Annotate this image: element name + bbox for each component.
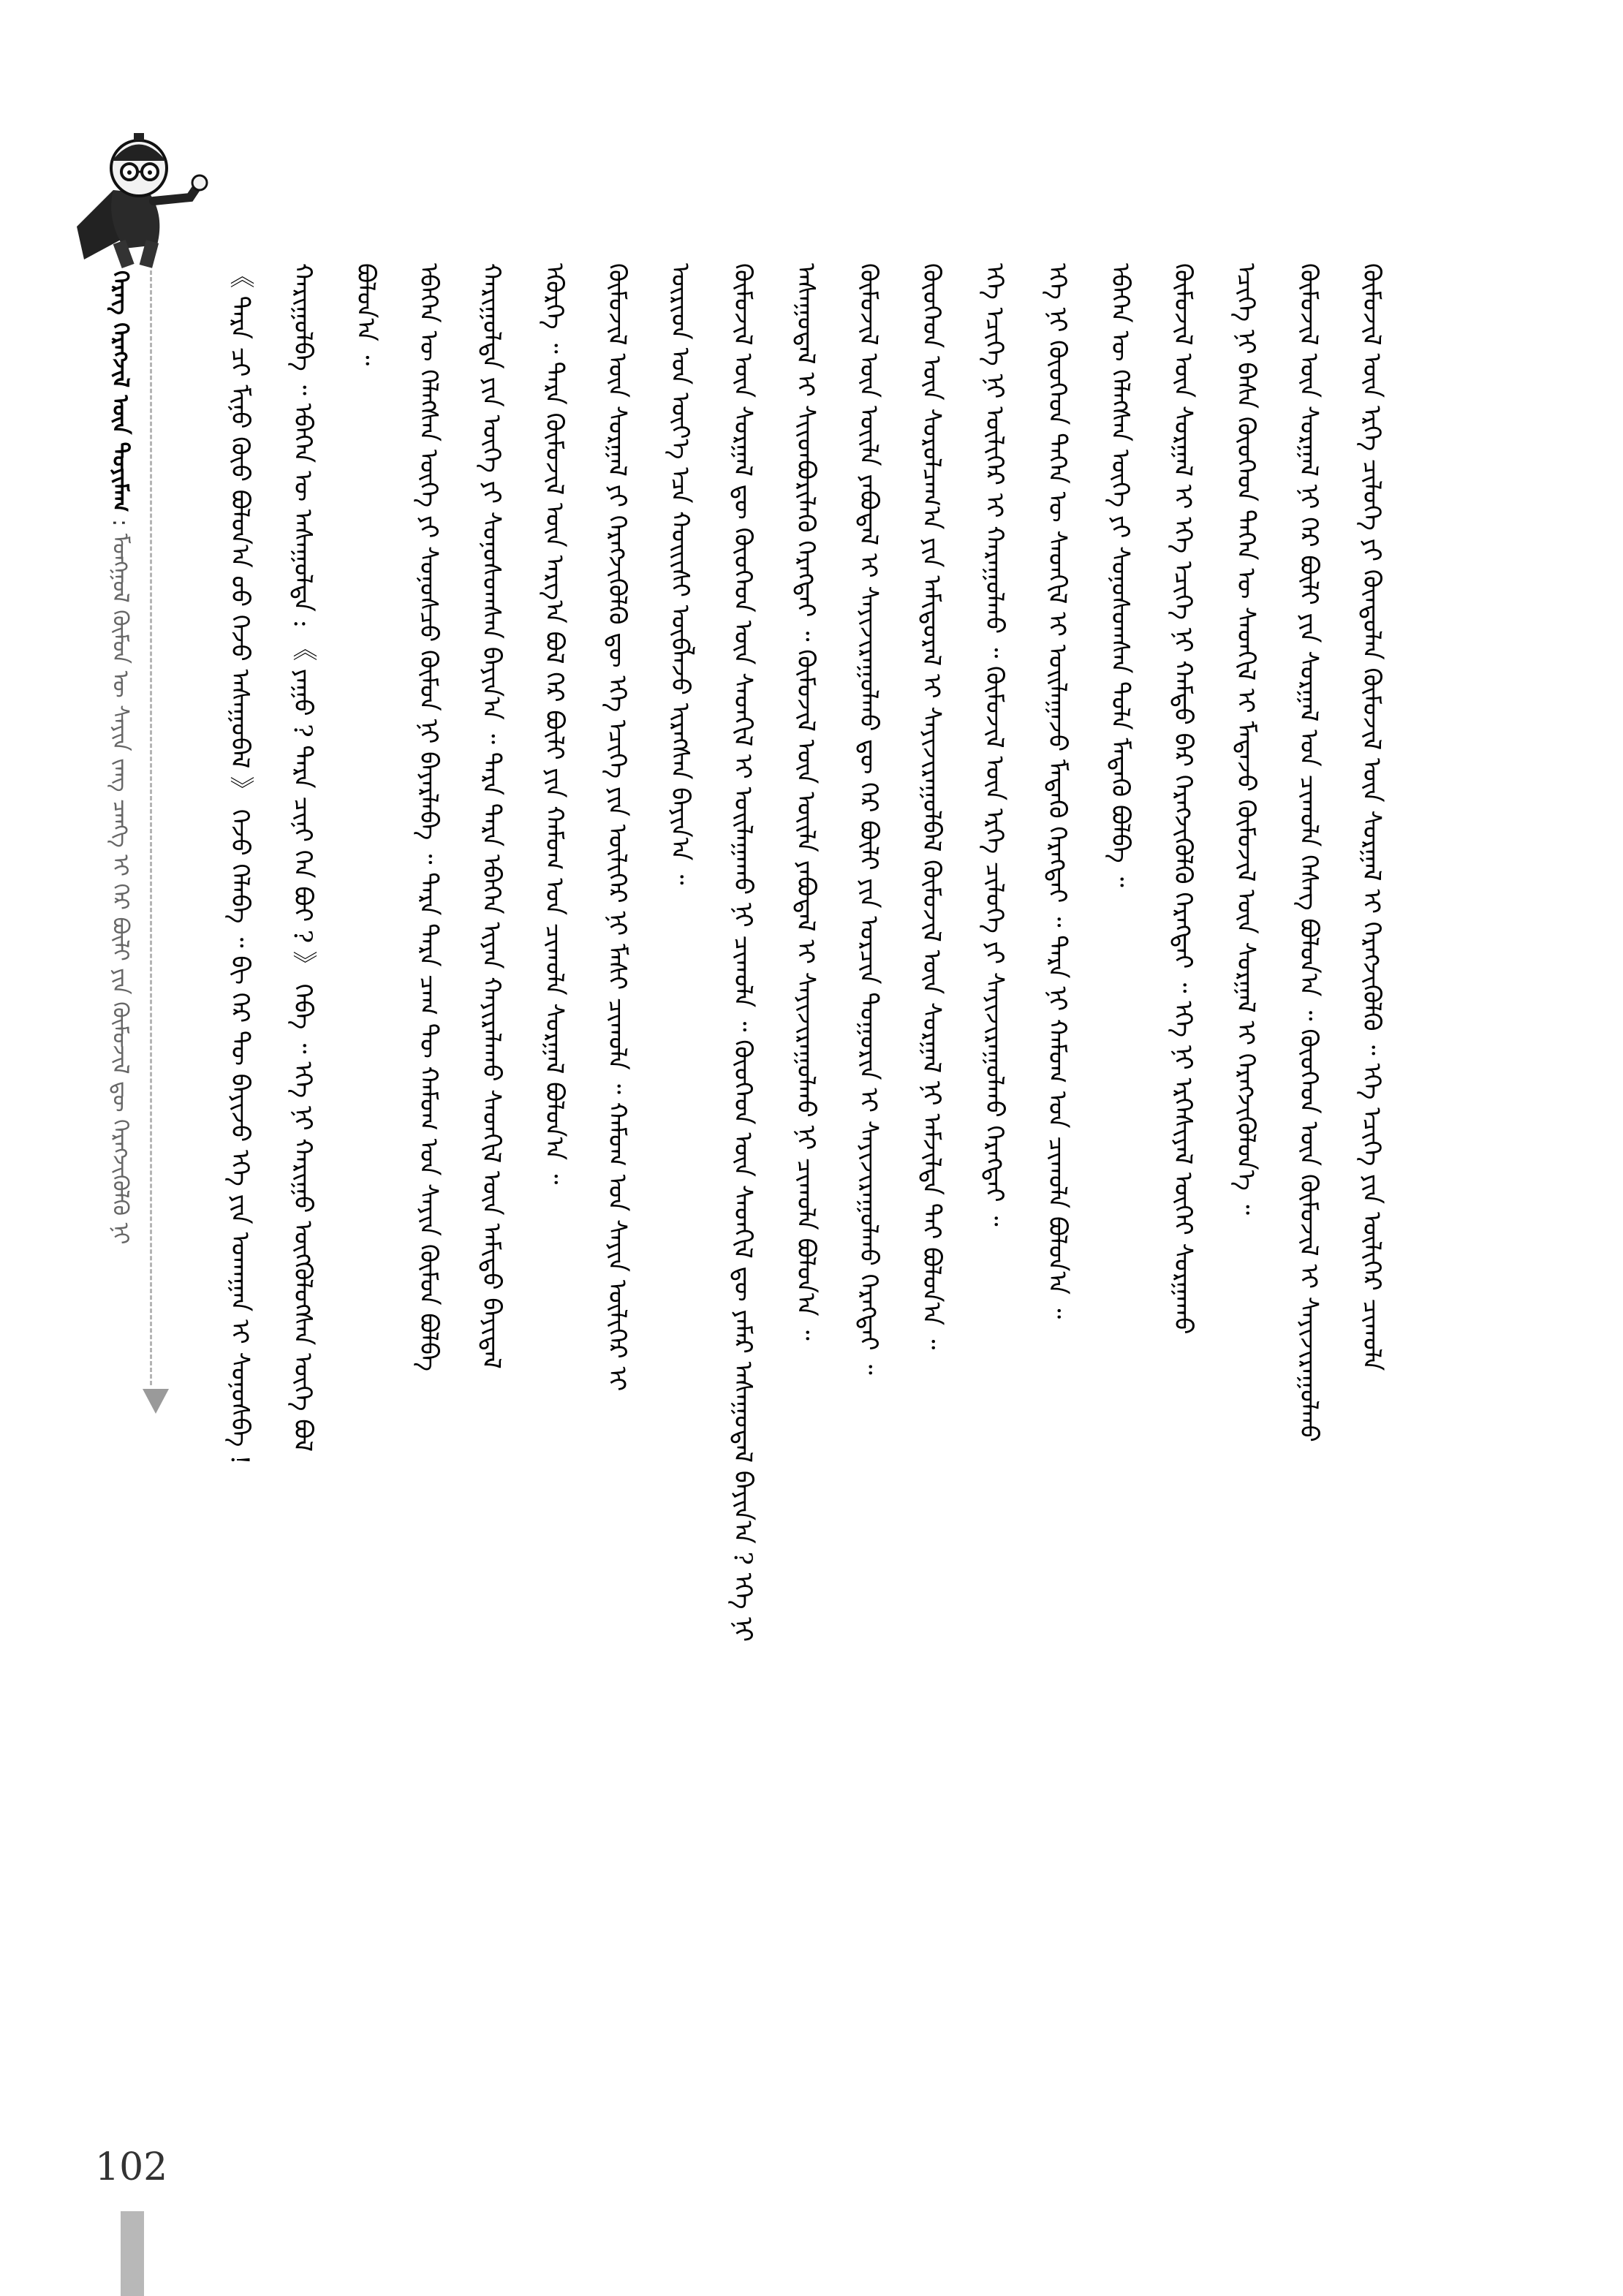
text-column: ᠬᠦᠮᠦᠵᠢᠯ ᠦᠨ ᠦᠢᠯᠡ ᠶᠠᠪᠤᠳᠠᠯ ᠢ ᠰᠠᠶᠢᠵᠢᠷᠠᠭᠤᠯᠬᠤ ᠳᠦ ᠭᠡᠷ ᠪᠦᠯᠢ ᠶᠢᠨ ᠣᠷᠴᠢᠨ ᠲᠣᠭᠣᠷᠢᠨ ᠢ ᠰᠠᠶᠢᠵᠢᠷᠠᠭᠤᠯᠬᠤ ᠬᠡᠷᠡᠭᠲᠡᠢ ᠃ [854,263,883,1375]
running-title-bold: ᠬᠡᠷᠡᠭ ᠬᠡᠷᠡᠭᠵᠢᠯ ᠦᠨ ᠲᠣᠶᠢᠮᠠᠭ [107,270,133,512]
text-column: ᠡᠬᠡ ᠡᠴᠢᠭᠡ ᠨᠢ ᠦᠯᠢᠭᠡᠷ ᠢ ᠬᠠᠷᠠᠭᠤᠯᠬᠤ ᠃ ᠬᠦᠮᠦᠵᠢᠯ ᠦᠨ ᠡᠷᠬᠡ ᠴᠢᠯᠦᠭᠡ ᠶᠢ ᠰᠠᠶᠢᠵᠢᠷᠠᠭᠤᠯᠬᠤ ᠬᠡᠷᠡᠭᠲᠡᠢ ᠃ [980,263,1009,1227]
text-column: ᠦᠷᠢᠳ ᠤᠨ ᠦᠶ᠎ᠡ ᠡᠴᠡ ᠬᠣᠢᠢᠰᠢ ᠥᠪᠯᠡᠵᠦ ᠢᠷᠡᠭᠰᠡᠨ ᠪᠠᠶᠢᠨ᠎ᠠ ᠃ [665,263,695,885]
text-column: ᠡᠪᠡᠭᠡᠨ ᠦ ᠬᠡᠯᠡᠭᠰᠡᠨ ᠦᠭᠡ ᠶᠢ ᠰᠣᠨᠣᠰᠴᠤ ᠬᠦᠮᠦᠨ ᠨᠢ ᠪᠠᠶᠠᠷᠯᠠᠪᠠ ᠃ ᠲᠡᠷᠡ ᠲᠡᠷᠡ ᠴᠠᠭ ᠲᠦ ᠬᠠᠮᠤᠭ ᠤᠨ ᠰᠠᠶᠢᠨ ᠬᠦᠮᠦᠨ ᠪᠣᠯᠪᠠ [414,263,443,1372]
text-column: ᠡᠭᠦᠷᠭᠡ ᠃ ᠲᠡᠷᠡ ᠬᠦᠮᠦᠵᠢᠯ ᠦᠨ ᠠᠷᠭ᠎ᠠ ᠪᠣᠯ ᠭᠡᠷ ᠪᠦᠯᠢ ᠶᠢᠨ ᠬᠠᠮᠤᠭ ᠤᠨ ᠴᠢᠬᠤᠯᠠ ᠰᠤᠷᠭᠠᠯ ᠪᠣᠯᠤᠨ᠎ᠠ ᠃ [540,263,569,1185]
text-column: ᠬᠦᠮᠦᠵᠢᠯ ᠦᠨ ᠰᠤᠷᠭᠠᠯ ᠶᠢ ᠬᠡᠷᠡᠭᠵᠢᠭᠦᠯᠬᠦ ᠳᠦ ᠡᠬᠡ ᠡᠴᠢᠭᠡ ᠶᠢᠨ ᠦᠯᠢᠭᠡᠷ ᠨᠢ ᠮᠠᠰᠢ ᠴᠢᠬᠤᠯᠠ ᠃ ᠬᠠᠮᠤᠭ ᠤᠨ ᠰᠠᠶᠢᠨ ᠦᠯᠢᠭᠡᠷ ᠢ [602,263,632,1392]
text-column: ᠡᠬᠡ ᠨᠢ ᠬᠦᠦᠬᠡᠳ ᠲᠡᠭᠡᠨ ᠦ ᠰᠡᠳᠬᠢᠯ ᠢ ᠣᠢᠯᠠᠭᠠᠵᠤ ᠮᠡᠳᠡᠬᠦ ᠬᠡᠷᠡᠭᠲᠡᠢ ᠃ ᠲᠡᠷᠡ ᠨᠢ ᠬᠠᠮᠤᠭ ᠤᠨ ᠴᠢᠬᠤᠯᠠ ᠪᠣᠯᠤᠨ᠎ᠠ ᠃ [1043,263,1072,1319]
text-column: ᠠᠰᠠᠭᠤᠳᠠᠯ ᠢ ᠰᠢᠢᠳᠪᠦᠷᠢᠯᠡᠬᠦ ᠬᠡᠷᠡᠭᠲᠡᠢ ᠃ ᠬᠦᠮᠦᠵᠢᠯ ᠦᠨ ᠦᠢᠯᠡ ᠶᠠᠪᠤᠳᠠᠯ ᠢ ᠰᠠᠶᠢᠵᠢᠷᠠᠭᠤᠯᠬᠤ ᠨᠢ ᠴᠢᠬᠤᠯᠠ ᠪᠣᠯᠤᠨ᠎ᠠ ᠃ [791,263,820,1341]
text-column: ᠪᠣᠯᠤᠨ᠎ᠠ ᠃ [351,263,380,366]
text-column: ᠡᠴᠢᠭᠡ ᠨᠢ ᠪᠠᠰᠠ ᠬᠦᠦᠬᠡᠳ ᠲᠡᠭᠡᠨ ᠦ ᠰᠡᠳᠬᠢᠯ ᠢ ᠮᠡᠳᠡᠵᠦ ᠬᠦᠮᠦᠵᠢᠯ ᠦᠨ ᠰᠤᠷᠭᠠᠯ ᠢ ᠬᠡᠷᠡᠭᠵᠢᠭᠦᠯᠦᠨ᠎ᠡ ᠃ [1231,263,1260,1215]
thumb-tab [121,2211,144,2296]
running-title: ᠬᠡᠷᠡᠭ ᠬᠡᠷᠡᠭᠵᠢᠯ ᠦᠨ ᠲᠣᠶᠢᠮᠠᠭ : ᠮᠣᠩᠭᠣᠯ ᠬᠦᠮᠦᠨ ᠦ ᠰᠠᠶᠢᠨ ᠵᠠᠩ ᠴᠠᠩᠭ ᠢ ᠭᠡᠷ ᠪᠦᠯᠢ ᠶᠢᠨ ᠬᠦᠮᠦᠵᠢᠯ ᠳᠦ ᠬᠡᠷᠡᠭᠵᠢᠭᠦᠯᠬᠦ ᠨᠢ [107,270,133,1245]
text-column: ᠡᠪᠡᠭᠡᠨ ᠦ ᠬᠡᠯᠡᠭᠰᠡᠨ ᠦᠭᠡ ᠶᠢ ᠰᠣᠨᠣᠰᠤᠭᠰᠠᠨ ᠲᠣᠯᠠ ᠮᠡᠳᠡᠬᠦ ᠪᠣᠯᠪᠠ ᠃ [1105,263,1135,887]
text-column: ᠬᠦᠮᠦᠵᠢᠯ ᠦᠨ ᠡᠷᠬᠡ ᠴᠢᠯᠦᠭᠡ ᠶᠢ ᠬᠦᠨᠳᠦᠯᠡᠨ ᠬᠦᠮᠦᠵᠢᠯ ᠦᠨ ᠰᠤᠷᠭᠠᠯ ᠢ ᠬᠡᠷᠡᠭᠵᠢᠭᠦᠯᠬᠦ ᠃ ᠡᠬᠡ ᠡᠴᠢᠭᠡ ᠶᠢᠨ ᠦᠯᠢᠭᠡᠷ ᠴᠢᠬᠤᠯᠠ [1357,263,1386,1371]
page-number: 102 [95,2145,168,2189]
mascot-boy-illustration [62,132,223,278]
text-column: ᠬᠦᠦᠬᠡᠳ ᠦᠨ ᠰᠤᠷᠤᠯᠴᠠᠭ᠎ᠠ ᠶᠢᠨ ᠠᠮᠢᠳᠤᠷᠠᠯ ᠢ ᠰᠠᠶᠢᠵᠢᠷᠠᠭᠤᠯᠪᠠᠯ ᠬᠦᠮᠦᠵᠢᠯ ᠦᠨ ᠰᠤᠷᠭᠠᠯ ᠨᠢ ᠠᠮᠵᠢᠯᠲᠠ ᠲᠠᠢ ᠪᠣᠯᠤᠨ᠎ᠠ ᠃ [917,263,946,1350]
text-column: ᠬᠦᠮᠦᠵᠢᠯ ᠦᠨ ᠰᠤᠷᠭᠠᠯ ᠳᠦ ᠬᠦᠦᠬᠡᠳ ᠦᠨ ᠰᠡᠳᠬᠢᠯ ᠢ ᠣᠢᠯᠠᠭᠠᠬᠤ ᠨᠢ ᠴᠢᠬᠤᠯᠠ ᠃ ᠬᠦᠦᠬᠡᠳ ᠦᠨ ᠰᠡᠳᠬᠢᠯ ᠳᠦ ᠶᠠᠮᠠᠷ ᠠᠰᠠᠭᠤᠳᠠᠯ ᠪᠠᠶᠢᠨ᠎ᠠ ? ᠡᠬᠡ ᠨᠢ [728,263,757,1643]
text-column: ᠬᠦᠮᠦᠵᠢᠯ ᠦᠨ ᠰᠤᠷᠭᠠᠯ ᠢ ᠡᠬᠡ ᠡᠴᠢᠭᠡ ᠨᠢ ᠬᠠᠮᠲᠤ ᠪᠡᠷ ᠬᠡᠷᠡᠭᠵᠢᠭᠦᠯᠬᠦ ᠬᠡᠷᠡᠭᠲᠡᠢ ᠃ ᠡᠬᠡ ᠨᠢ ᠡᠷᠬᠡᠰᠢᠶᠡᠯ ᠦᠭᠡᠢ ᠰᠤᠷᠭᠠᠬᠤ [1168,263,1198,1335]
text-column: ᠬᠠᠷᠢᠭᠤᠯᠪᠠ ᠃ ᠡᠪᠡᠭᠡᠨ ᠦ ᠠᠰᠠᠭᠤᠯᠳᠠ : 《 ᠶᠠᠭᠤ ? ᠲᠡᠷᠡ ᠴᠢᠨᠢ ᠬᠡᠨ ᠪᠤᠢ ? 》 ᠭᠡᠪᠡ ᠃ ᠡᠬᠡ ᠨᠢ ᠬᠠᠷᠢᠭᠤ ᠥᠭᠭᠦᠯᠦᠭᠰᠡᠨ ᠦᠭᠡ ᠪᠤᠯ [288,263,317,1452]
running-title-rest: ᠮᠣᠩᠭᠣᠯ ᠬᠦᠮᠦᠨ ᠦ ᠰᠠᠶᠢᠨ ᠵᠠᠩ ᠴᠠᠩᠭ ᠢ ᠭᠡᠷ ᠪᠦᠯᠢ ᠶᠢᠨ ᠬᠦᠮᠦᠵᠢᠯ ᠳᠦ ᠬᠡᠷᠡᠭᠵᠢᠭᠦᠯᠬᠦ ᠨᠢ [107,533,133,1245]
dashed-divider [150,270,152,1385]
triangle-arrow-icon [143,1389,169,1414]
body-text [219,263,1462,2054]
text-column: ᠬᠠᠷᠢᠭᠤᠯᠲᠠ ᠶᠢᠨ ᠦᠭᠡ ᠶᠢ ᠰᠣᠨᠣᠰᠤᠭᠰᠠᠨ ᠪᠠᠶᠢᠨ᠎ᠠ ᠃ ᠲᠡᠷᠡ ᠲᠡᠷᠡ ᠡᠪᠡᠭᠡᠨ ᠢᠶᠡᠨ ᠬᠠᠶᠢᠷᠠᠯᠠᠬᠤ ᠰᠡᠳᠬᠢᠯ ᠦᠨ ᠠᠮᠢᠳᠤ ᠪᠠᠶᠢᠳᠠᠯ [477,263,506,1369]
text-column: 《 ᠲᠡᠷᠡ ᠴᠢ ᠮᠢᠨᠤ ᠬᠦᠦ ᠪᠣᠯᠤᠨ᠎ᠠ ᠦᠦ ᠭᠡᠵᠦ ᠠᠰᠠᠭᠤᠪᠠᠯ 》 ᠭᠡᠵᠦ ᠬᠡᠯᠡᠪᠡ ᠃ ᠪᠢ ᠭᠡᠷ ᠲᠦ ᠪᠠᠶᠢᠵᠤ ᠡᠬᠡ ᠶᠢᠨ ᠤᠬᠠᠭᠠᠨ ᠢ ᠰᠣᠨᠣᠰᠪᠠ ! [225,263,254,1465]
text-column: ᠬᠦᠮᠦᠵᠢᠯ ᠦᠨ ᠰᠤᠷᠭᠠᠯ ᠨᠢ ᠭᠡᠷ ᠪᠦᠯᠢ ᠶᠢᠨ ᠰᠤᠷᠭᠠᠯ ᠤᠨ ᠴᠢᠬᠤᠯᠠ ᠬᠡᠰᠡᠭ ᠪᠣᠯᠤᠨ᠎ᠠ ᠃ ᠬᠦᠦᠬᠡᠳ ᠦᠨ ᠬᠦᠮᠦᠵᠢᠯ ᠢ ᠰᠠᠶᠢᠵᠢᠷᠠᠭᠤᠯᠬᠤ [1294,263,1323,1442]
